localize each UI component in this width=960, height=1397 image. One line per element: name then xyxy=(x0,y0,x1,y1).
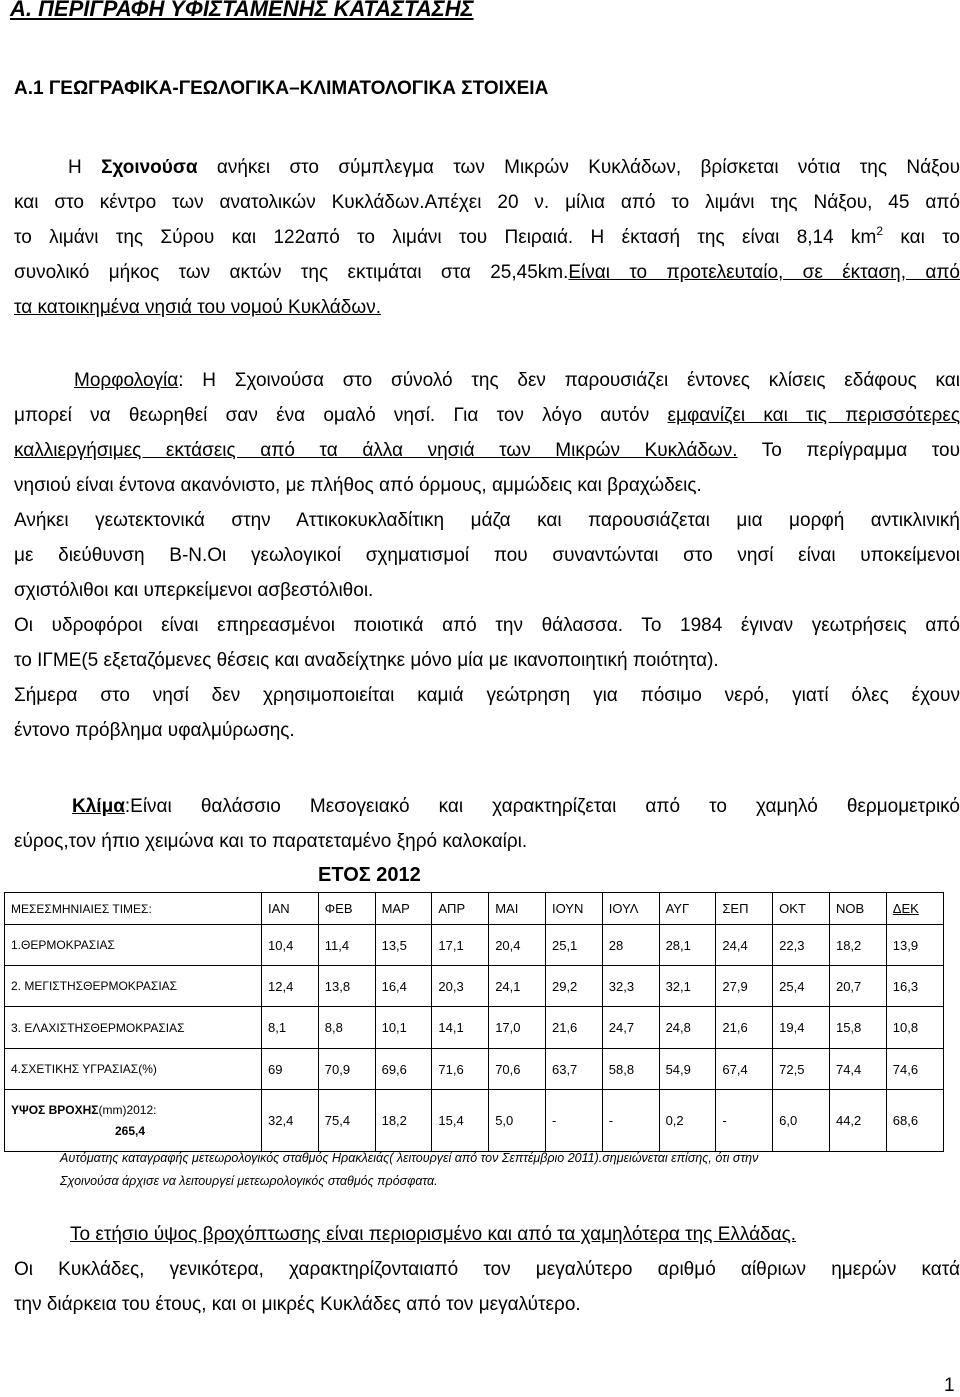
intro-line: συνολικό μήκος των ακτών της εκτιμάται στα 25,45km.Είναι το προτελευταίο, σε έκταση, από xyxy=(14,262,960,283)
morphology-line: καλλιεργήσιμες εκτάσεις από τα άλλα νησιά των Μικρών Κυκλάδων. Το περίγραμμα του xyxy=(14,440,960,461)
header-cell: ΜΕΣΕΣΜΗΝΙΑΙΕΣ ΤΙΜΕΣ: xyxy=(5,893,262,925)
morphology-paragraph xyxy=(14,363,960,748)
table-cell: 28,1 xyxy=(659,925,716,966)
table-cell: 67,4 xyxy=(716,1049,773,1090)
table-row xyxy=(5,925,944,966)
table-cell: 69,6 xyxy=(375,1049,432,1090)
table-cell: 13,8 xyxy=(318,966,375,1007)
rainfall-row xyxy=(5,1090,944,1152)
table-cell: 22,3 xyxy=(773,925,830,966)
footnote-line: Αυτόματης καταγραφής μετεωρολογικός σταθμός Ηρακλειάς( λειτουργεί από τον Σεπτέμβριο 2011).σημειώνεται επίσης, ότι στην xyxy=(60,1151,759,1165)
table-cell: 20,7 xyxy=(829,966,886,1007)
table-cell: 70,9 xyxy=(318,1049,375,1090)
table-cell: 5,0 xyxy=(489,1090,546,1152)
morphology-line: Σήμερα στο νησί δεν χρησιμοποιείται καμιά γεώτρηση για πόσιμο νερό, γιατί όλες έχουν xyxy=(14,685,960,706)
table-cell: 21,6 xyxy=(545,1007,602,1049)
table-cell: 20,3 xyxy=(432,966,489,1007)
row-label: 2. ΜΕΓΙΣΤΗΣΘΕΡΜΟΚΡΑΣΙΑΣ xyxy=(5,966,262,1007)
row-label: 1.ΘΕΡΜΟΚΡΑΣΙΑΣ xyxy=(5,925,262,966)
table-header-row xyxy=(5,893,944,925)
table-row xyxy=(5,966,944,1007)
table-cell: 11,4 xyxy=(318,925,375,966)
table-cell: 32,3 xyxy=(602,966,659,1007)
header-cell: ΙΟΥΛ xyxy=(602,893,659,925)
climate-paragraph xyxy=(14,789,960,859)
table-cell: 17,0 xyxy=(489,1007,546,1049)
morphology-line: μπορεί να θεωρηθεί σαν ένα ομαλό νησί. Για τον λόγο αυτόν εμφανίζει και τις περισσότερες xyxy=(14,405,960,426)
morphology-line: με διεύθυνση Β-Ν.Οι γεωλογικοί σχηματισμοί που συναντώνται στο νησί είναι υποκείμενοι xyxy=(14,545,960,566)
table-cell: 74,6 xyxy=(886,1049,943,1090)
morphology-line: νησιού είναι έντονα ακανόνιστο, με πλήθος από όρμους, αμμώδεις και βραχώδεις. xyxy=(14,475,702,496)
table-cell: 20,4 xyxy=(489,925,546,966)
morphology-line: Ανήκει γεωτεκτονικά στην Αττικοκυκλαδίτικη μάζα και παρουσιάζεται μια μορφή αντικλινική xyxy=(14,510,960,531)
table-cell: 15,8 xyxy=(829,1007,886,1049)
table-cell: 44,2 xyxy=(829,1090,886,1152)
morphology-line: Μορφολογία: Η Σχοινούσα στο σύνολό της δεν παρουσιάζει έντονες κλίσεις εδάφους και xyxy=(74,370,960,391)
table-cell: 32,4 xyxy=(262,1090,319,1152)
rainfall-total: 265,4 xyxy=(115,1123,146,1138)
header-cell: ΦΕΒ xyxy=(318,893,375,925)
table-cell: 24,7 xyxy=(602,1007,659,1049)
table-cell: 25,1 xyxy=(545,925,602,966)
table-cell: 28 xyxy=(602,925,659,966)
table-cell: 10,4 xyxy=(262,925,319,966)
rainfall-label xyxy=(5,1090,262,1152)
row-label: 3. ΕΛΑΧΙΣΤΗΣΘΕΡΜΟΚΡΑΣΙΑΣ xyxy=(5,1007,262,1049)
row-label: 4.ΣΧΕΤΙΚΗΣ ΥΓΡΑΣΙΑΣ(%) xyxy=(5,1049,262,1090)
header-cell: ΙΑΝ xyxy=(262,893,319,925)
table-cell: 8,1 xyxy=(262,1007,319,1049)
table-cell: 74,4 xyxy=(829,1049,886,1090)
header-cell: ΣΕΠ xyxy=(716,893,773,925)
table-cell: 75,4 xyxy=(318,1090,375,1152)
footnote-line: Σχοινούσα άρχισε να λειτουργεί μετεωρολογικός σταθμός πρόσφατα. xyxy=(60,1174,438,1188)
climate-line: εύρος,τον ήπιο χειμώνα και το παρατεταμένο ξηρό καλοκαίρι. xyxy=(14,831,528,852)
page-heading: Α. ΠΕΡΙΓΡΑΦΗ ΥΦΙΣΤΑΜΕΝΗΣ ΚΑΤΑΣΤΑΣΗΣ xyxy=(10,0,474,21)
table-row xyxy=(5,1049,944,1090)
table-cell: - xyxy=(602,1090,659,1152)
table-cell: 68,6 xyxy=(886,1090,943,1152)
table-cell: - xyxy=(716,1090,773,1152)
table-cell: 12,4 xyxy=(262,966,319,1007)
morphology-line: Οι υδροφόροι είναι επηρεασμένοι ποιοτικά από την θάλασσα. Το 1984 έγιναν γεωτρήσεις από xyxy=(14,615,960,636)
table-cell: 63,7 xyxy=(545,1049,602,1090)
page-number: 1 xyxy=(944,1375,955,1396)
table-cell: 18,2 xyxy=(829,925,886,966)
header-cell: ΟΚΤ xyxy=(773,893,830,925)
table-cell: 72,5 xyxy=(773,1049,830,1090)
table-cell: 32,1 xyxy=(659,966,716,1007)
table-cell: 10,8 xyxy=(886,1007,943,1049)
table-cell: 6,0 xyxy=(773,1090,830,1152)
table-cell: 0,2 xyxy=(659,1090,716,1152)
table-cell: 27,9 xyxy=(716,966,773,1007)
header-cell: ΑΠΡ xyxy=(432,893,489,925)
table-cell: 14,1 xyxy=(432,1007,489,1049)
header-cell: ΑΥΓ xyxy=(659,893,716,925)
table-cell: 21,6 xyxy=(716,1007,773,1049)
table-cell: 25,4 xyxy=(773,966,830,1007)
morphology-line: σχιστόλιθοι και υπερκείμενοι ασβεστόλιθοι. xyxy=(14,580,374,601)
table-cell: 16,3 xyxy=(886,966,943,1007)
morphology-line: έντονο πρόβλημα υφαλμύρωσης. xyxy=(14,720,295,741)
table-cell: 8,8 xyxy=(318,1007,375,1049)
table-cell: 13,9 xyxy=(886,925,943,966)
table-cell: 71,6 xyxy=(432,1049,489,1090)
header-cell: ΙΟΥΝ xyxy=(545,893,602,925)
table-cell: 13,5 xyxy=(375,925,432,966)
table-cell: 15,4 xyxy=(432,1090,489,1152)
table-cell: 10,1 xyxy=(375,1007,432,1049)
table-cell: 69 xyxy=(262,1049,319,1090)
intro-line: Η Σχοινούσα ανήκει στο σύμπλεγμα των Μικρών Κυκλάδων, βρίσκεται νότια της Νάξου xyxy=(68,157,960,178)
header-cell: ΔΕΚ xyxy=(886,893,943,925)
intro-paragraph xyxy=(14,150,960,325)
rainfall-label-unit: (mm)2012: xyxy=(98,1102,157,1117)
climate-line: Κλίμα:Είναι θαλάσσιο Μεσογειακό και χαρακτηρίζεται από το χαμηλό θερμομετρικό xyxy=(72,796,960,817)
table-row xyxy=(5,1007,944,1049)
table-cell: 16,4 xyxy=(375,966,432,1007)
table-cell: 58,8 xyxy=(602,1049,659,1090)
intro-line: τα κατοικημένα νησιά του νομού Κυκλάδων. xyxy=(14,297,381,318)
table-title: ΕΤΟΣ 2012 xyxy=(318,864,421,886)
table-cell: 19,4 xyxy=(773,1007,830,1049)
header-cell: ΝΟΒ xyxy=(829,893,886,925)
table-cell: 29,2 xyxy=(545,966,602,1007)
section-heading: Α.1 ΓΕΩΓΡΑΦΙΚΑ-ΓΕΩΛΟΓΙΚΑ–ΚΛΙΜΑΤΟΛΟΓΙΚΑ ΣΤΟΙΧΕΙΑ xyxy=(14,78,549,99)
closing-line: Οι Κυκλάδες, γενικότερα, χαρακτηρίζονταιαπό τον μεγαλύτερο αριθμό αίθριων ημερών κατά xyxy=(14,1259,960,1280)
table-footnote xyxy=(60,1147,758,1193)
table-cell: 70,6 xyxy=(489,1049,546,1090)
table-cell: 18,2 xyxy=(375,1090,432,1152)
morphology-line: το ΙΓΜΕ(5 εξεταζόμενες θέσεις και αναδείχτηκε μόνο μία με ικανοποιητική ποιότητα). xyxy=(14,650,719,671)
header-cell: ΜΑΙ xyxy=(489,893,546,925)
intro-line: και στο κέντρο των ανατολικών Κυκλάδων.Απέχει 20 ν. μίλια από το λιμάνι της Νάξου, 45 από xyxy=(14,192,960,213)
intro-line: το λιμάνι της Σύρου και 122από το λιμάνι του Πειραιά. Η έκτασή της είναι 8,14 $km^2$ και το xyxy=(14,224,960,248)
table-cell: 17,1 xyxy=(432,925,489,966)
table-cell: - xyxy=(545,1090,602,1152)
closing-paragraph xyxy=(14,1217,960,1322)
table-cell: 24,8 xyxy=(659,1007,716,1049)
climate-table xyxy=(4,892,944,1152)
header-cell: ΜΑΡ xyxy=(375,893,432,925)
closing-line: την διάρκεια του έτους, και οι μικρές Κυκλάδες από τον μεγαλύτερο. xyxy=(14,1294,581,1315)
rainfall-label-bold: ΥΨΟΣ ΒΡΟΧΗΣ xyxy=(11,1102,99,1117)
table-cell: 24,4 xyxy=(716,925,773,966)
table-cell: 54,9 xyxy=(659,1049,716,1090)
closing-line: Το ετήσιο ύψος βροχόπτωσης είναι περιορισμένο και από τα χαμηλότερα της Ελλάδας. xyxy=(70,1224,797,1245)
table-cell: 24,1 xyxy=(489,966,546,1007)
